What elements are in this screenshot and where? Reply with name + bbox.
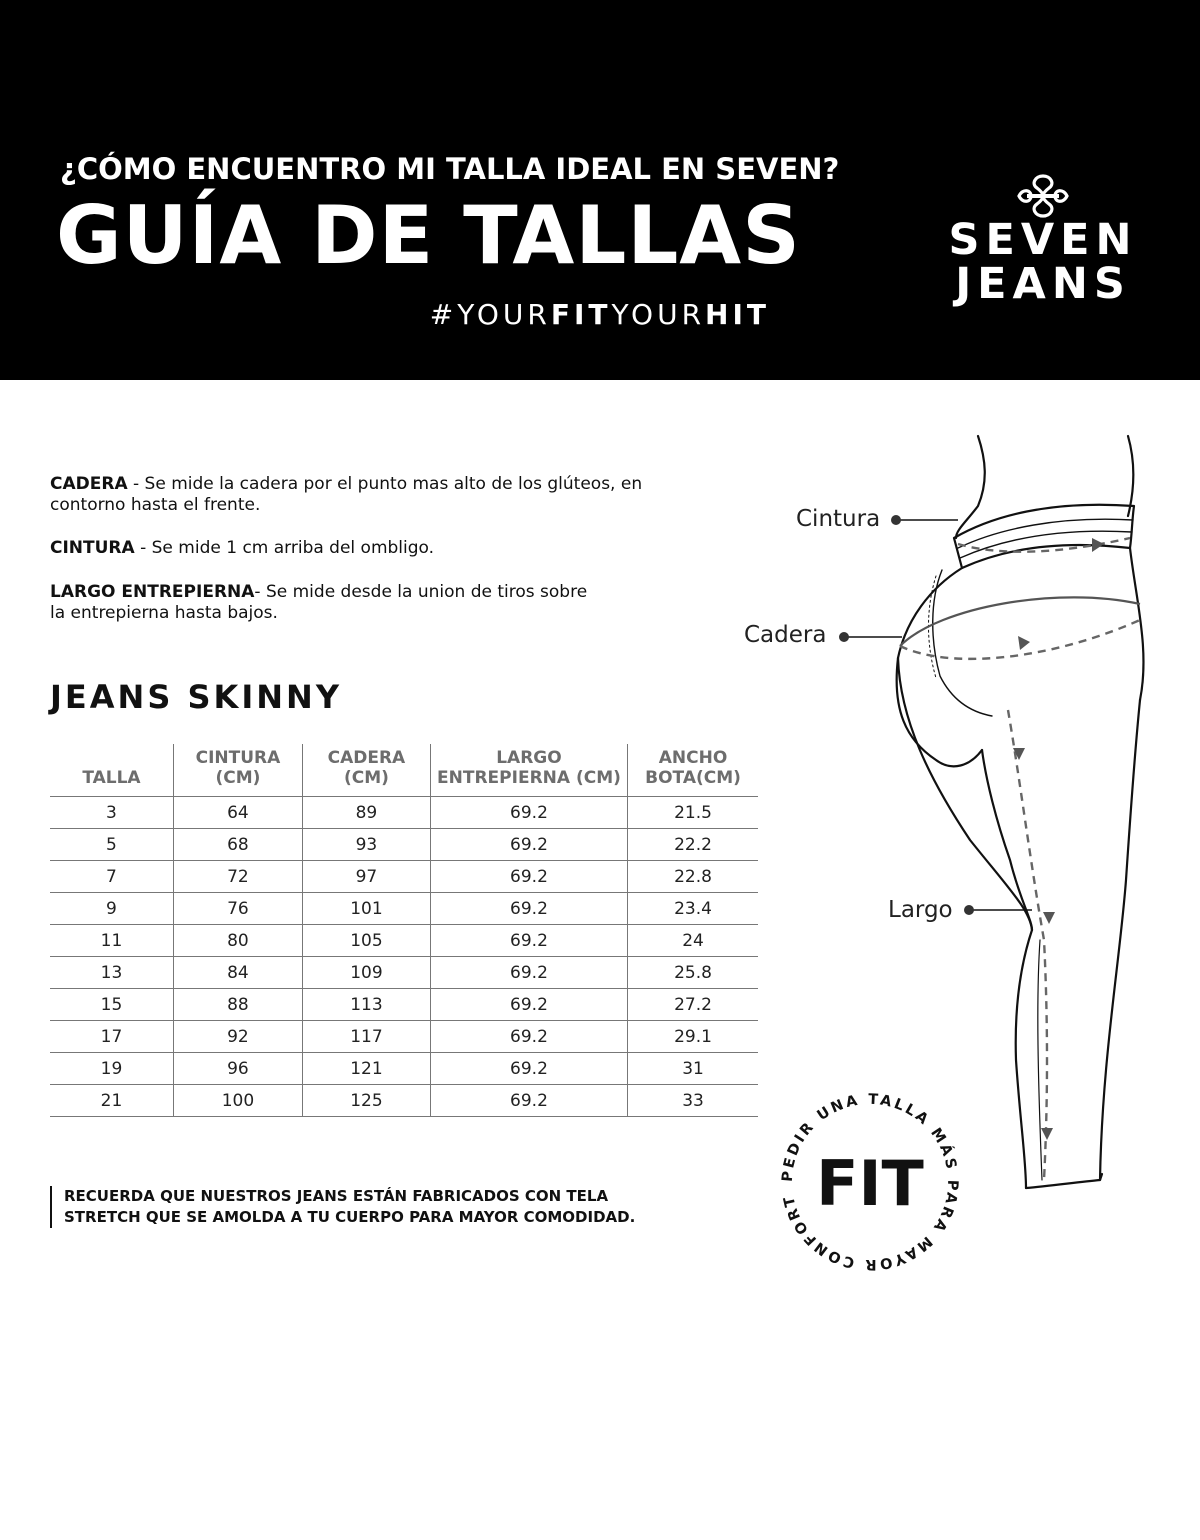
cell-largo: 69.2 bbox=[430, 861, 627, 893]
cell-ancho: 22.8 bbox=[628, 861, 758, 893]
cell-largo: 69.2 bbox=[430, 797, 627, 829]
cell-talla: 21 bbox=[50, 1085, 173, 1117]
cell-talla: 9 bbox=[50, 893, 173, 925]
label-largo: Largo bbox=[888, 897, 953, 923]
cell-largo: 69.2 bbox=[430, 957, 627, 989]
cell-cadera: 89 bbox=[302, 797, 430, 829]
measurement-cadera bbox=[50, 474, 690, 516]
table-row bbox=[50, 1053, 758, 1085]
cell-cintura: 72 bbox=[173, 861, 302, 893]
table-row bbox=[50, 829, 758, 861]
header-largo: LARGO ENTREPIERNA (CM) bbox=[430, 744, 627, 797]
table-row bbox=[50, 957, 758, 989]
cell-talla: 11 bbox=[50, 925, 173, 957]
cell-cintura: 76 bbox=[173, 893, 302, 925]
cell-cadera: 125 bbox=[302, 1085, 430, 1117]
cell-cadera: 121 bbox=[302, 1053, 430, 1085]
cell-cadera: 101 bbox=[302, 893, 430, 925]
cell-ancho: 27.2 bbox=[628, 989, 758, 1021]
header-banner bbox=[0, 0, 1200, 380]
cell-cadera: 113 bbox=[302, 989, 430, 1021]
cell-largo: 69.2 bbox=[430, 829, 627, 861]
cell-largo: 69.2 bbox=[430, 1021, 627, 1053]
cell-ancho: 33 bbox=[628, 1085, 758, 1117]
fit-badge bbox=[760, 1072, 980, 1292]
cell-talla: 5 bbox=[50, 829, 173, 861]
table-row bbox=[50, 1021, 758, 1053]
page-subtitle: ¿CÓMO ENCUENTRO MI TALLA IDEAL EN SEVEN? bbox=[60, 152, 840, 186]
cell-cintura: 92 bbox=[173, 1021, 302, 1053]
table-header-row bbox=[50, 744, 758, 797]
measurement-term: CINTURA bbox=[50, 538, 135, 558]
measurement-text: - Se mide desde la union de tiros sobre la entrepierna hasta bajos. bbox=[50, 582, 588, 623]
table-row bbox=[50, 861, 758, 893]
cell-cadera: 97 bbox=[302, 861, 430, 893]
ornament-icon bbox=[1013, 172, 1073, 218]
badge-center-text: FIT bbox=[816, 1147, 924, 1220]
cell-ancho: 24 bbox=[628, 925, 758, 957]
measurement-term: LARGO ENTREPIERNA bbox=[50, 582, 255, 602]
note-line-1: RECUERDA QUE NUESTROS JEANS ESTÁN FABRICADOS CON TELA bbox=[64, 1187, 609, 1205]
cell-ancho: 21.5 bbox=[628, 797, 758, 829]
stretch-note bbox=[50, 1186, 704, 1228]
badge-ring-text: PEDIR UNA TALLA MÁS PARA MAYOR CONFORT bbox=[779, 1091, 961, 1273]
cell-largo: 69.2 bbox=[430, 925, 627, 957]
cell-ancho: 22.2 bbox=[628, 829, 758, 861]
measurement-cintura bbox=[50, 538, 690, 559]
cell-cadera: 105 bbox=[302, 925, 430, 957]
size-table bbox=[50, 744, 758, 1117]
cell-cintura: 96 bbox=[173, 1053, 302, 1085]
measurement-text: - Se mide la cadera por el punto mas alto de los glúteos, en contorno hasta el frente. bbox=[50, 474, 643, 515]
cell-talla: 13 bbox=[50, 957, 173, 989]
hashtag-part: #YOUR bbox=[429, 298, 551, 331]
table-row bbox=[50, 1085, 758, 1117]
label-cintura: Cintura bbox=[796, 506, 881, 532]
header-ancho: ANCHO BOTA(CM) bbox=[628, 744, 758, 797]
hashtag-part-bold: FIT bbox=[550, 298, 612, 331]
cell-ancho: 29.1 bbox=[628, 1021, 758, 1053]
cell-talla: 15 bbox=[50, 989, 173, 1021]
cell-largo: 69.2 bbox=[430, 989, 627, 1021]
cell-cintura: 88 bbox=[173, 989, 302, 1021]
measurement-term: CADERA bbox=[50, 474, 128, 494]
cell-ancho: 31 bbox=[628, 1053, 758, 1085]
cell-ancho: 25.8 bbox=[628, 957, 758, 989]
cell-largo: 69.2 bbox=[430, 893, 627, 925]
cell-cintura: 64 bbox=[173, 797, 302, 829]
header-cadera: CADERA (CM) bbox=[302, 744, 430, 797]
cell-talla: 17 bbox=[50, 1021, 173, 1053]
measurement-largo bbox=[50, 582, 590, 624]
cell-cintura: 80 bbox=[173, 925, 302, 957]
hashtag-part: YOUR bbox=[611, 298, 706, 331]
page-title: GUÍA DE TALLAS bbox=[56, 189, 801, 282]
logo-line-1: SEVEN bbox=[948, 215, 1138, 265]
section-title: JEANS SKINNY bbox=[50, 678, 342, 716]
cell-ancho: 23.4 bbox=[628, 893, 758, 925]
hashtag-part-bold: HIT bbox=[705, 298, 770, 331]
hashtag bbox=[430, 298, 770, 331]
cell-largo: 69.2 bbox=[430, 1085, 627, 1117]
cell-talla: 19 bbox=[50, 1053, 173, 1085]
cell-cintura: 100 bbox=[173, 1085, 302, 1117]
header-cintura: CINTURA (CM) bbox=[173, 744, 302, 797]
header-talla: TALLA bbox=[50, 744, 173, 797]
table-row bbox=[50, 989, 758, 1021]
cell-talla: 3 bbox=[50, 797, 173, 829]
cell-cintura: 68 bbox=[173, 829, 302, 861]
cell-largo: 69.2 bbox=[430, 1053, 627, 1085]
cell-cadera: 109 bbox=[302, 957, 430, 989]
table-row bbox=[50, 925, 758, 957]
note-line-2: STRETCH QUE SE AMOLDA A TU CUERPO PARA MAYOR COMODIDAD. bbox=[64, 1208, 636, 1226]
logo-line-2: JEANS bbox=[955, 259, 1131, 309]
cell-talla: 7 bbox=[50, 861, 173, 893]
brand-logo bbox=[948, 172, 1138, 309]
cell-cintura: 84 bbox=[173, 957, 302, 989]
label-cadera: Cadera bbox=[744, 622, 827, 648]
table-row bbox=[50, 893, 758, 925]
cell-cadera: 117 bbox=[302, 1021, 430, 1053]
measurement-text: - Se mide 1 cm arriba del ombligo. bbox=[134, 538, 435, 558]
cell-cadera: 93 bbox=[302, 829, 430, 861]
table-row bbox=[50, 797, 758, 829]
